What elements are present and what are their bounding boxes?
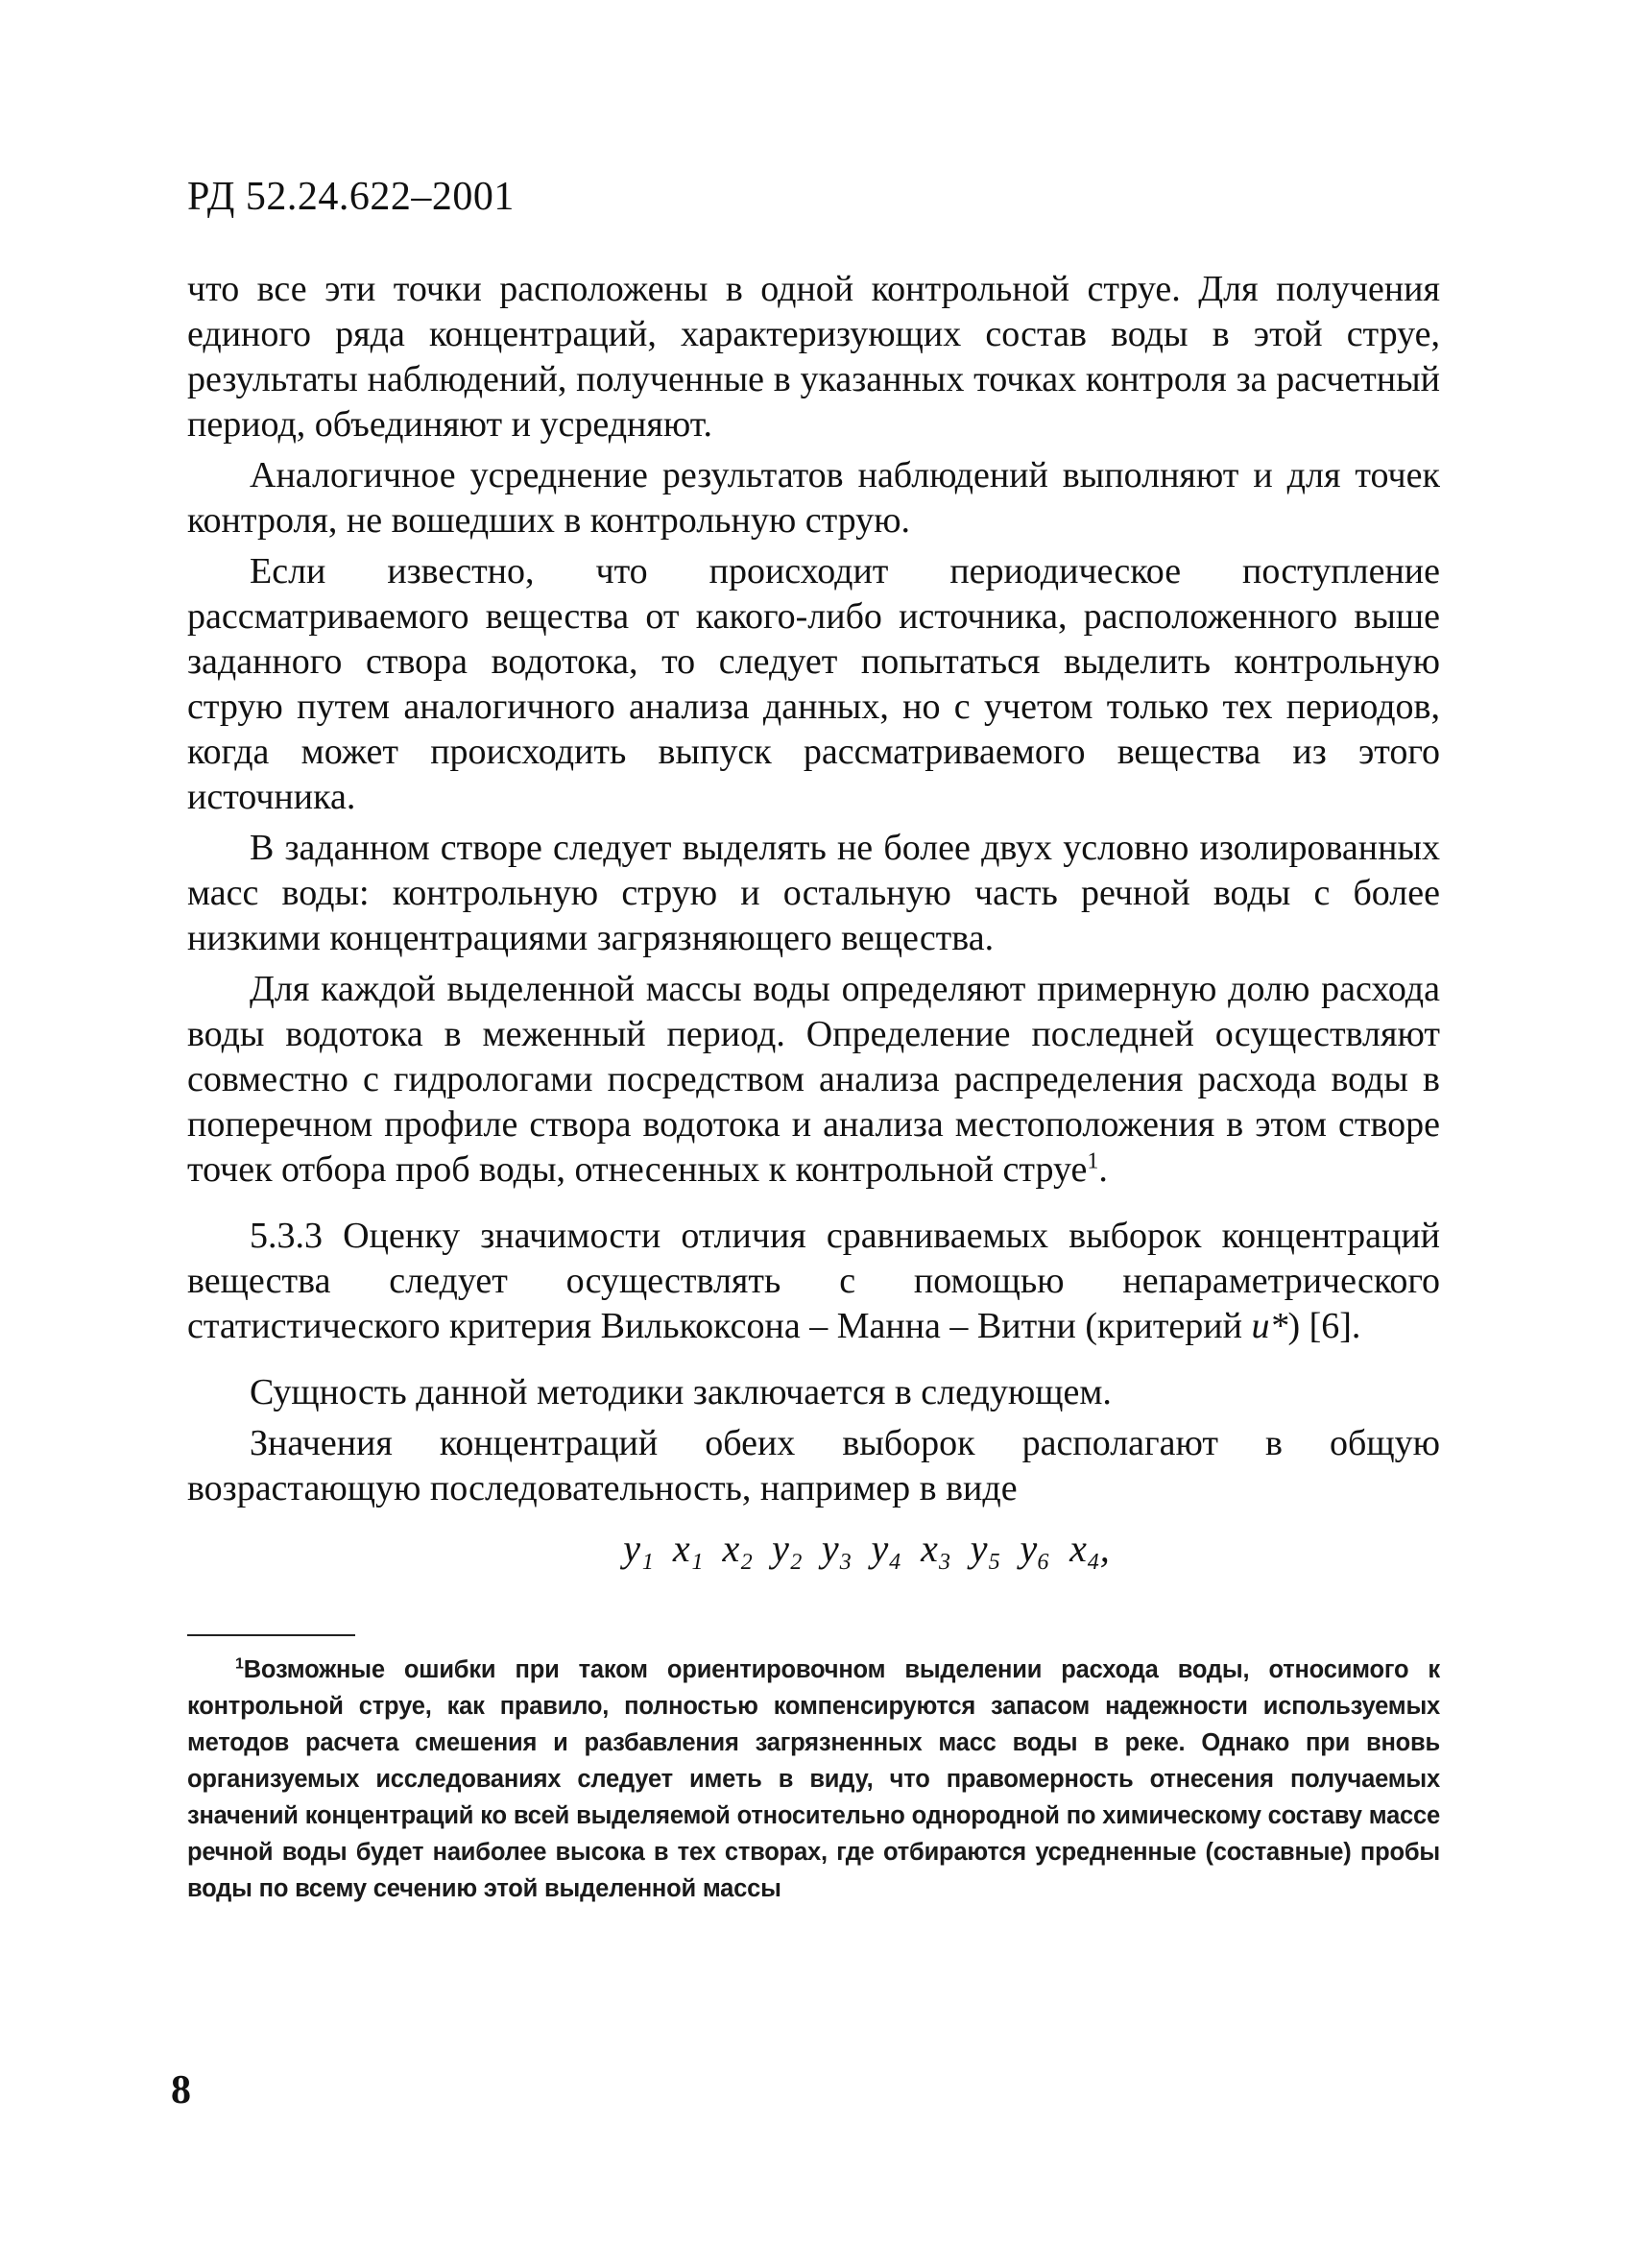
paragraph-1: что все эти точки расположены в одной контрольной струе. Для получения единого ряда концентраций, характеризующих состав воды в этой струе, результаты наблюдений, полученные в указанных точках контроля за расчетный период, объединяют и усредняют.: [187, 269, 1440, 445]
paragraph-6-text: 5.3.3 Оценку значимости отличия сравниваемых выборок концентраций вещества следует осуществлять с помощью непараметрического статистического критерия Вилькоксона – Манна – Витни (критерий: [187, 1216, 1440, 1346]
footnote-text: Возможные ошибки при таком ориентировочном выделении расхода воды, относимого к контрольной струе, как правило, полностью компенсируются запасом надежности используемых методов расчета смешения и разбавления загрязненных масс воды в реке. Однако при вновь организуемых исследованиях следует иметь в виду, что правомерность отнесения получаемых значений концентраций ко всей выделяемой относительно однородной по химическому составу массе речной воды будет наиболее высока в тех створах, где отбираются усредненные (составные) пробы воды по всему сечению этой выделенной массы: [187, 1656, 1440, 1902]
document-id-header: РД 52.24.622–2001: [187, 175, 515, 219]
footnote-reference: 1: [1087, 1148, 1099, 1174]
paragraph-2: Аналогичное усреднение результатов наблюдений выполняют и для точек контроля, не вошедших в контрольную струю.: [187, 455, 1440, 541]
paragraph-3: Если известно, что происходит периодическое поступление рассматриваемого вещества от какого-либо источника, расположенного выше заданного створа водотока, то следует попытаться выделить контрольную струю путем аналогичного анализа данных, но с учетом только тех периодов, когда может происходить выпуск рассматриваемого вещества из этого источника.: [187, 551, 1440, 817]
paragraph-6-end: ) [6].: [1287, 1306, 1361, 1346]
paragraph-5-end: .: [1098, 1149, 1108, 1190]
page-number: 8: [171, 2068, 191, 2112]
body-text: [187, 267, 1440, 1511]
paragraph-section-5-3-3: [187, 1214, 1440, 1349]
paragraph-7: Сущность данной методики заключается в следующем.: [250, 1372, 1112, 1412]
criterion-variable: u*: [1251, 1306, 1288, 1346]
footnote-divider: [187, 1634, 355, 1636]
paragraph-4: В заданном створе следует выделять не более двух условно изолированных масс воды: контрольную струю и остальную часть речной воды с более низкими концентрациями загрязняющего вещества.: [187, 828, 1440, 958]
footnote-mark: 1: [235, 1655, 244, 1673]
footnote: [187, 1652, 1440, 1907]
sequence-formula: y₁ x₁ x₂ y₂ y₃ y₄ x₃ y₅ y₆ x₄,: [623, 1527, 1110, 1570]
paragraph-5-text: Для каждой выделенной массы воды определяют примерную долю расхода воды водотока в меженный период. Определение последней осуществляют совместно с гидрологами посредством анализа распределения расхода воды в поперечном профиле створа водотока и анализа местоположения в этом створе точек отбора проб воды, отнесенных к контрольной струе: [187, 969, 1440, 1190]
paragraph-8: Значения концентраций обеих выборок располагают в общую возрастающую последовательность, например в виде: [187, 1423, 1440, 1508]
paragraph-5: [187, 967, 1440, 1193]
document-page: [187, 173, 1440, 1907]
